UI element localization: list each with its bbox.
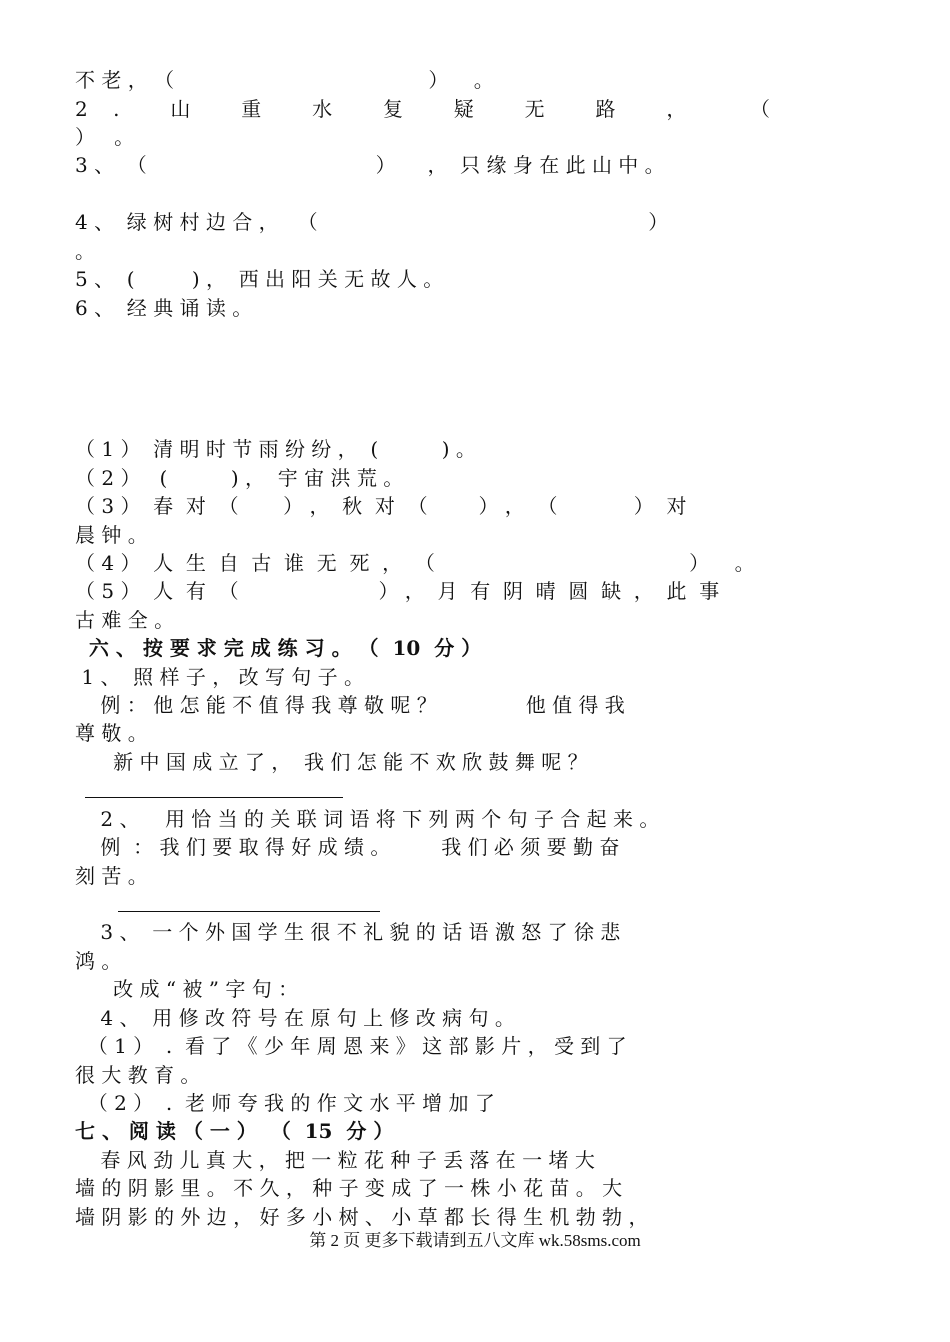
- poem-line-3: 3 、 （ ） ， 只 缘 身 在 此 山 中 。: [75, 153, 665, 177]
- question-2: 2 、 用 恰 当 的 关 联 词 语 将 下 列 两 个 句 子 合 起 来 。: [75, 807, 660, 831]
- answer-line-1: [85, 797, 343, 798]
- question-4: 4 、 用 修 改 符 号 在 原 句 上 修 改 病 句 。: [75, 1006, 515, 1030]
- question-4-item-1-cont: 很 大 教 育 。: [75, 1063, 201, 1087]
- poem-line-5: 5 、 ( ) ， 西 出 阳 关 无 故 人 。: [75, 267, 444, 291]
- reading-paragraph-line-2: 墙 的 阴 影 里 。 不 久 ， 种 子 变 成 了 一 株 小 花 苗 。 大: [75, 1176, 623, 1200]
- section-7-heading: 七 、 阅 读 （ 一 ） （ 15 分 ）: [75, 1119, 394, 1143]
- recite-item-1: （ 1 ） 清 明 时 节 雨 纷 纷 ， ( ) 。: [75, 437, 476, 461]
- question-3-cont: 鸿 。: [75, 949, 122, 973]
- poem-line-1: 不 老 ， （ ） 。: [75, 68, 494, 92]
- recite-item-3: （ 3 ） 春 对 （ ） ， 秋 对 （ ） ， （ ） 对: [75, 494, 687, 518]
- question-3-instruction: 改 成 “ 被 ” 字 句 ：: [75, 977, 299, 1001]
- example-1-cont: 尊 敬 。: [75, 721, 148, 745]
- section-6-heading: 六 、 按 要 求 完 成 练 习 。 （ 10 分 ）: [75, 636, 482, 660]
- question-4-item-2: （ 2 ） . 老 师 夸 我 的 作 文 水 平 增 加 了: [75, 1091, 495, 1115]
- recite-item-5: （ 5 ） 人 有 （ ） ， 月 有 阴 晴 圆 缺 ， 此 事: [75, 579, 720, 603]
- recite-item-5-cont: 古 难 全 。: [75, 608, 175, 632]
- example-1: 例 ： 他 怎 能 不 值 得 我 尊 敬 呢 ？ 他 值 得 我: [75, 693, 625, 717]
- reading-paragraph-line-3: 墙 阴 影 的 外 边 ， 好 多 小 树 、 小 草 都 长 得 生 机 勃 勃 ，: [75, 1205, 649, 1229]
- answer-line-2: [118, 911, 380, 912]
- example-2: 例 ： 我 们 要 取 得 好 成 绩 。 我 们 必 须 要 勤 奋: [75, 835, 620, 859]
- recite-item-3-cont: 晨 钟 。: [75, 523, 148, 547]
- recite-item-4: （ 4 ） 人 生 自 古 谁 无 死 ， （ ） 。: [75, 551, 755, 575]
- poem-line-2-cont: ） 。: [75, 125, 135, 149]
- question-4-item-1: （ 1 ） . 看 了 《 少 年 周 恩 来 》 这 部 影 片 ， 受 到 了: [75, 1034, 627, 1058]
- poem-line-2: 2 . 山 重 水 复 疑 无 路 ， （: [75, 97, 770, 121]
- recite-item-2: （ 2 ） ( ) ， 宇 宙 洪 荒 。: [75, 466, 404, 490]
- poem-line-4: 4 、 绿 树 村 边 合 ， （ ）: [75, 210, 669, 234]
- poem-line-4-cont: 。: [75, 239, 95, 263]
- example-2-cont: 刻 苦 。: [75, 864, 148, 888]
- page-footer: 第 2 页 更多下载请到五八文库 wk.58sms.com: [309, 1231, 641, 1250]
- task-1-sentence: 新 中 国 成 立 了 ， 我 们 怎 能 不 欢 欣 鼓 舞 呢 ？: [75, 750, 588, 774]
- reading-paragraph-line-1: 春 风 劲 儿 真 大 ， 把 一 粒 花 种 子 丢 落 在 一 堵 大: [75, 1148, 595, 1172]
- question-1: 1 、 照 样 子 ， 改 写 句 子 。: [75, 665, 365, 689]
- question-3: 3 、 一 个 外 国 学 生 很 不 礼 貌 的 话 语 激 怒 了 徐 悲: [75, 920, 621, 944]
- poem-line-6: 6 、 经 典 诵 读 。: [75, 296, 253, 320]
